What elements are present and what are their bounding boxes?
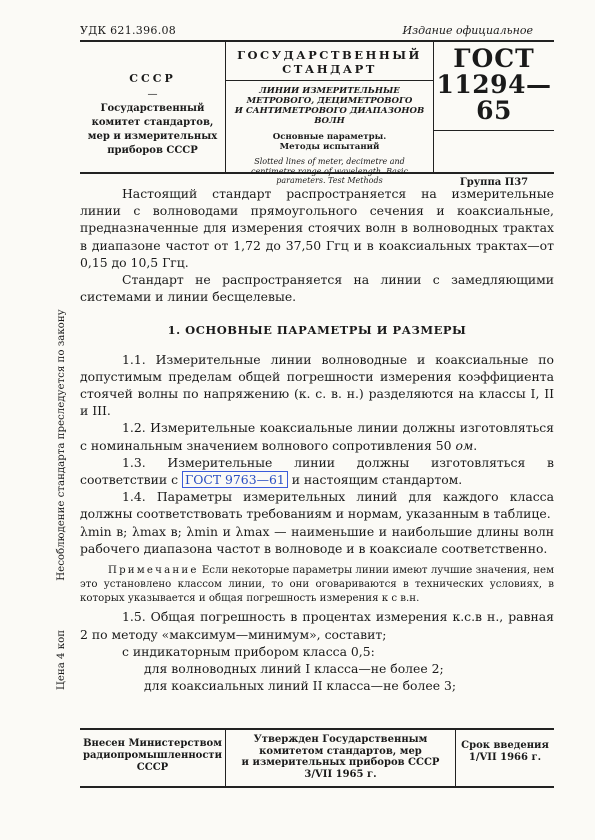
ussr-dash: —: [147, 89, 158, 100]
gost-9763-link[interactable]: ГОСТ 9763—61: [182, 471, 288, 488]
title-column: [226, 42, 434, 185]
standard-title: ЛИНИИ ИЗМЕРИТЕЛЬНЫЕ МЕТРОВОГО, ДЕЦИМЕТРОВОГО И САНТИМЕТРОВОГО ДИАПАЗОНОВ ВОЛН: [234, 86, 425, 126]
note-text: Если некоторые параметры линии имеют лучшие значения, нем это установлено классом линии, то они оговариваются в технических условиях, в которых указывается и общая погрешность измерения к с в.н.: [80, 565, 554, 604]
gost-label: ГОСТ: [453, 44, 535, 73]
clause-1-3: 1.3. Измерительные линии должны изготовляться в соответствии с ГОСТ 9763—61 и настоящим стандартом.: [80, 454, 554, 488]
english-title: Slotted lines of meter, decimetre and centimetre range of wavelength. Basic parameters. Test Methods: [251, 157, 408, 185]
standard-header: [80, 40, 554, 188]
gost-column: [434, 42, 554, 188]
clause-1-5-indicator: с индикаторным прибором класса 0,5:: [122, 643, 375, 659]
introduced-by: Внесен Министерством радиопромышленности СССР: [80, 730, 226, 786]
ohm-unit: ом: [455, 437, 474, 453]
group-label: Группа П37: [459, 177, 529, 188]
approval-footer: [80, 728, 554, 788]
section-heading: 1. ОСНОВНЫЕ ПАРАМЕТРЫ И РАЗМЕРЫ: [167, 323, 467, 338]
clause-1-5-waveguide: для волноводных линий I класса—не более 2;: [144, 661, 444, 677]
clause-1-5: 1.5. Общая погрешность в процентах измерения к.с.в н., равная 2 по методу «максимум—минимум», составит;: [80, 609, 554, 642]
side-note: [56, 90, 67, 690]
clause-1-5-coaxial: для коаксиальных линий II класса—не более 3;: [144, 678, 457, 694]
clause-1-1: 1.1. Измерительные линии волноводные и коаксиальные по допустимым пределам общей погрешности измерения коэффициента стоячей волны по напряжению (к. с. в. н.) разделяются на классы I, II и III.: [80, 351, 554, 419]
ussr-label: СССР: [129, 72, 176, 85]
state-standard-label: ГОСУДАРСТВЕННЫЙ СТАНДАРТ: [226, 42, 433, 81]
effective-date: Срок введения 1/VII 1966 г.: [461, 740, 549, 763]
approved-by: Утвержден Государственным комитетом стандартов, мер и измерительных приборов СССР 3/VII 1965 г.: [226, 730, 456, 786]
intro-exclusion: Стандарт не распространяется на линии с замедляющими системами и линии бесщелевые.: [80, 272, 554, 305]
law-notice: Несоблюдение стандарта преследуется по закону: [56, 309, 67, 581]
lambda-definition: λmin в; λmax в; λmin и λmax — наименьшие и наибольшие длины волн рабочего диапазона частот в волноводе и в коаксиале соответственно.: [80, 523, 554, 556]
gost-number: 11294—65: [434, 72, 554, 131]
udc-code: УДК 621.396.08: [80, 24, 177, 37]
note-tag: Примечание: [108, 565, 199, 577]
price-label: Цена 4 коп: [56, 629, 67, 690]
note-block: [80, 564, 554, 605]
document-body: [80, 185, 554, 694]
clause-1-4: 1.4. Параметры измерительных линий для каждого класса должны соответствовать требованиям и нормам, указанным в таблице.: [80, 489, 554, 522]
edition-label: Издание официальное: [402, 24, 533, 37]
issuer-column: [80, 42, 226, 172]
clause-1-2: 1.2. Измерительные коаксиальные линии должны изготовляться с номинальным значением волнового сопротивления 50 ом.: [80, 420, 554, 453]
issuer-name: Государственный комитет стандартов, мер и измерительных приборов СССР: [87, 103, 218, 156]
standard-subtitle: Основные параметры. Методы испытаний: [272, 132, 387, 152]
intro-paragraph: Настоящий стандарт распространяется на измерительные линии с волноводами прямоугольного сечения и коаксиальные, предназначенные для измерения стоячих волн в волноводных трактах в диапазоне частот от 1,72 до 37,50 Ггц и в коаксиальных трактах—от 0,15 до 10,5 Ггц.: [80, 186, 554, 270]
